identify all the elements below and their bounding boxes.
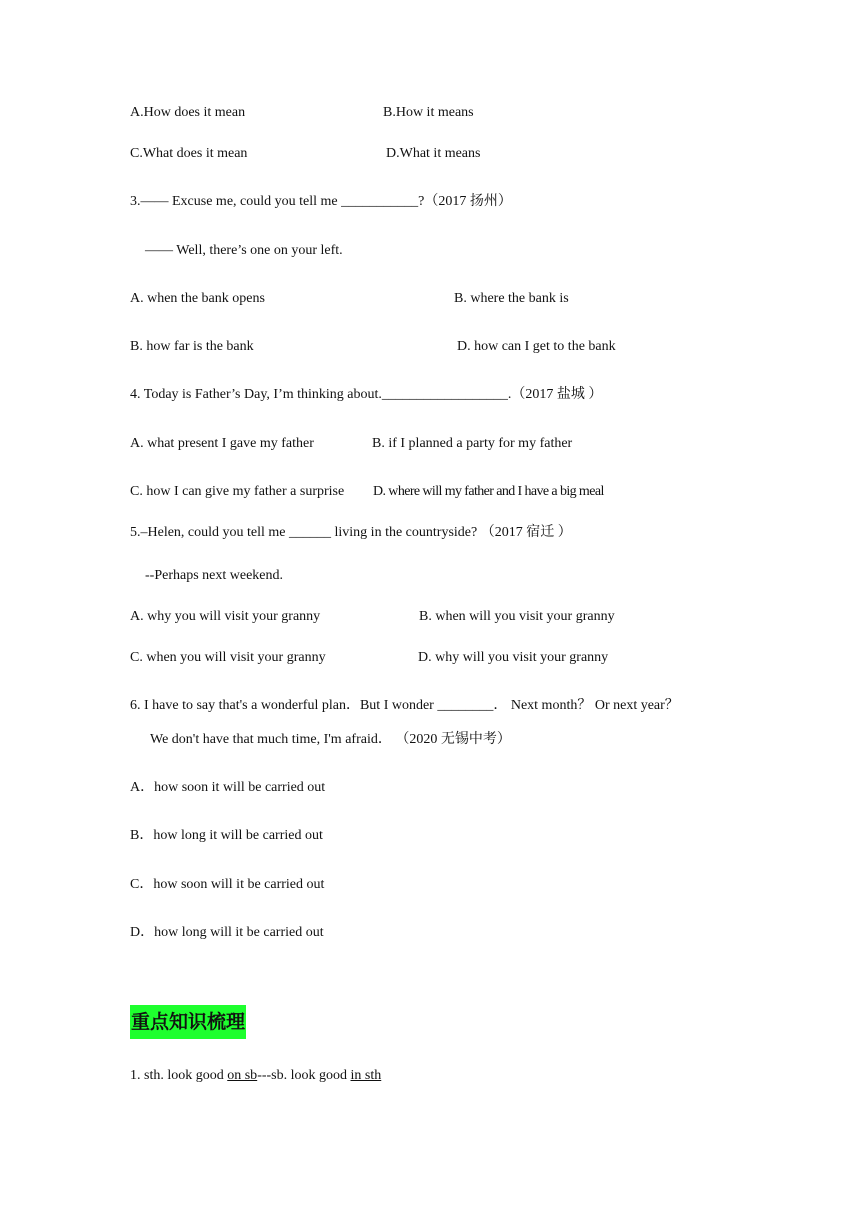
option-c: B. how far is the bank — [130, 339, 254, 354]
option-a: A. what present I gave my father — [130, 436, 314, 451]
option-d: D. where will my father and I have a big meal — [373, 484, 604, 499]
question-5-reply: --Perhaps next weekend. — [145, 568, 284, 583]
option-c: C. when you will visit your granny — [130, 650, 326, 665]
question-3-stem: 3.—— Excuse me, could you tell me ___________?（2017 扬州） — [130, 194, 512, 209]
knowledge-item-1 — [130, 1067, 381, 1085]
option-b: B．how long it will be carried out — [130, 828, 323, 843]
underlined-phrase: on sb — [227, 1068, 258, 1083]
option-b: B. if I planned a party for my father — [372, 436, 573, 451]
option-a: A. when the bank opens — [130, 291, 265, 306]
option-b: B.How it means — [383, 105, 474, 120]
question-6-stem: 6. I have to say that's a wonderful plan．But I wonder ________． Next month？ Or next year？ — [130, 698, 679, 713]
option-d: D.What it means — [386, 146, 481, 161]
section-heading: 重点知识梳理 — [130, 1005, 246, 1039]
option-a: A．how soon it will be carried out — [130, 780, 326, 795]
item-text: 1. sth. look good — [130, 1068, 228, 1083]
option-c: C．how soon will it be carried out — [130, 877, 325, 892]
option-c: C.What does it mean — [130, 146, 248, 161]
question-3-reply: —— Well, there’s one on your left. — [145, 243, 343, 258]
option-b: B. where the bank is — [454, 291, 569, 306]
question-4-stem: 4. Today is Father’s Day, I’m thinking about.__________________.（2017 盐城 ） — [130, 387, 603, 402]
option-d: D．how long will it be carried out — [130, 925, 324, 940]
option-a: A. why you will visit your granny — [130, 609, 321, 624]
item-text: ---sb. look good — [257, 1068, 351, 1083]
option-a: A.How does it mean — [130, 105, 246, 120]
option-b: B. when will you visit your granny — [419, 609, 615, 624]
option-c: C. how I can give my father a surprise — [130, 484, 345, 499]
question-6-stem-continued: We don't have that much time, I'm afraid． （2020 无锡中考） — [150, 732, 511, 747]
question-5-stem: 5.–Helen, could you tell me ______ living in the countryside? （2017 宿迁 ） — [130, 525, 572, 540]
underlined-phrase: in sth — [350, 1068, 382, 1083]
option-d: D. how can I get to the bank — [457, 339, 616, 354]
option-d: D. why will you visit your granny — [418, 650, 609, 665]
